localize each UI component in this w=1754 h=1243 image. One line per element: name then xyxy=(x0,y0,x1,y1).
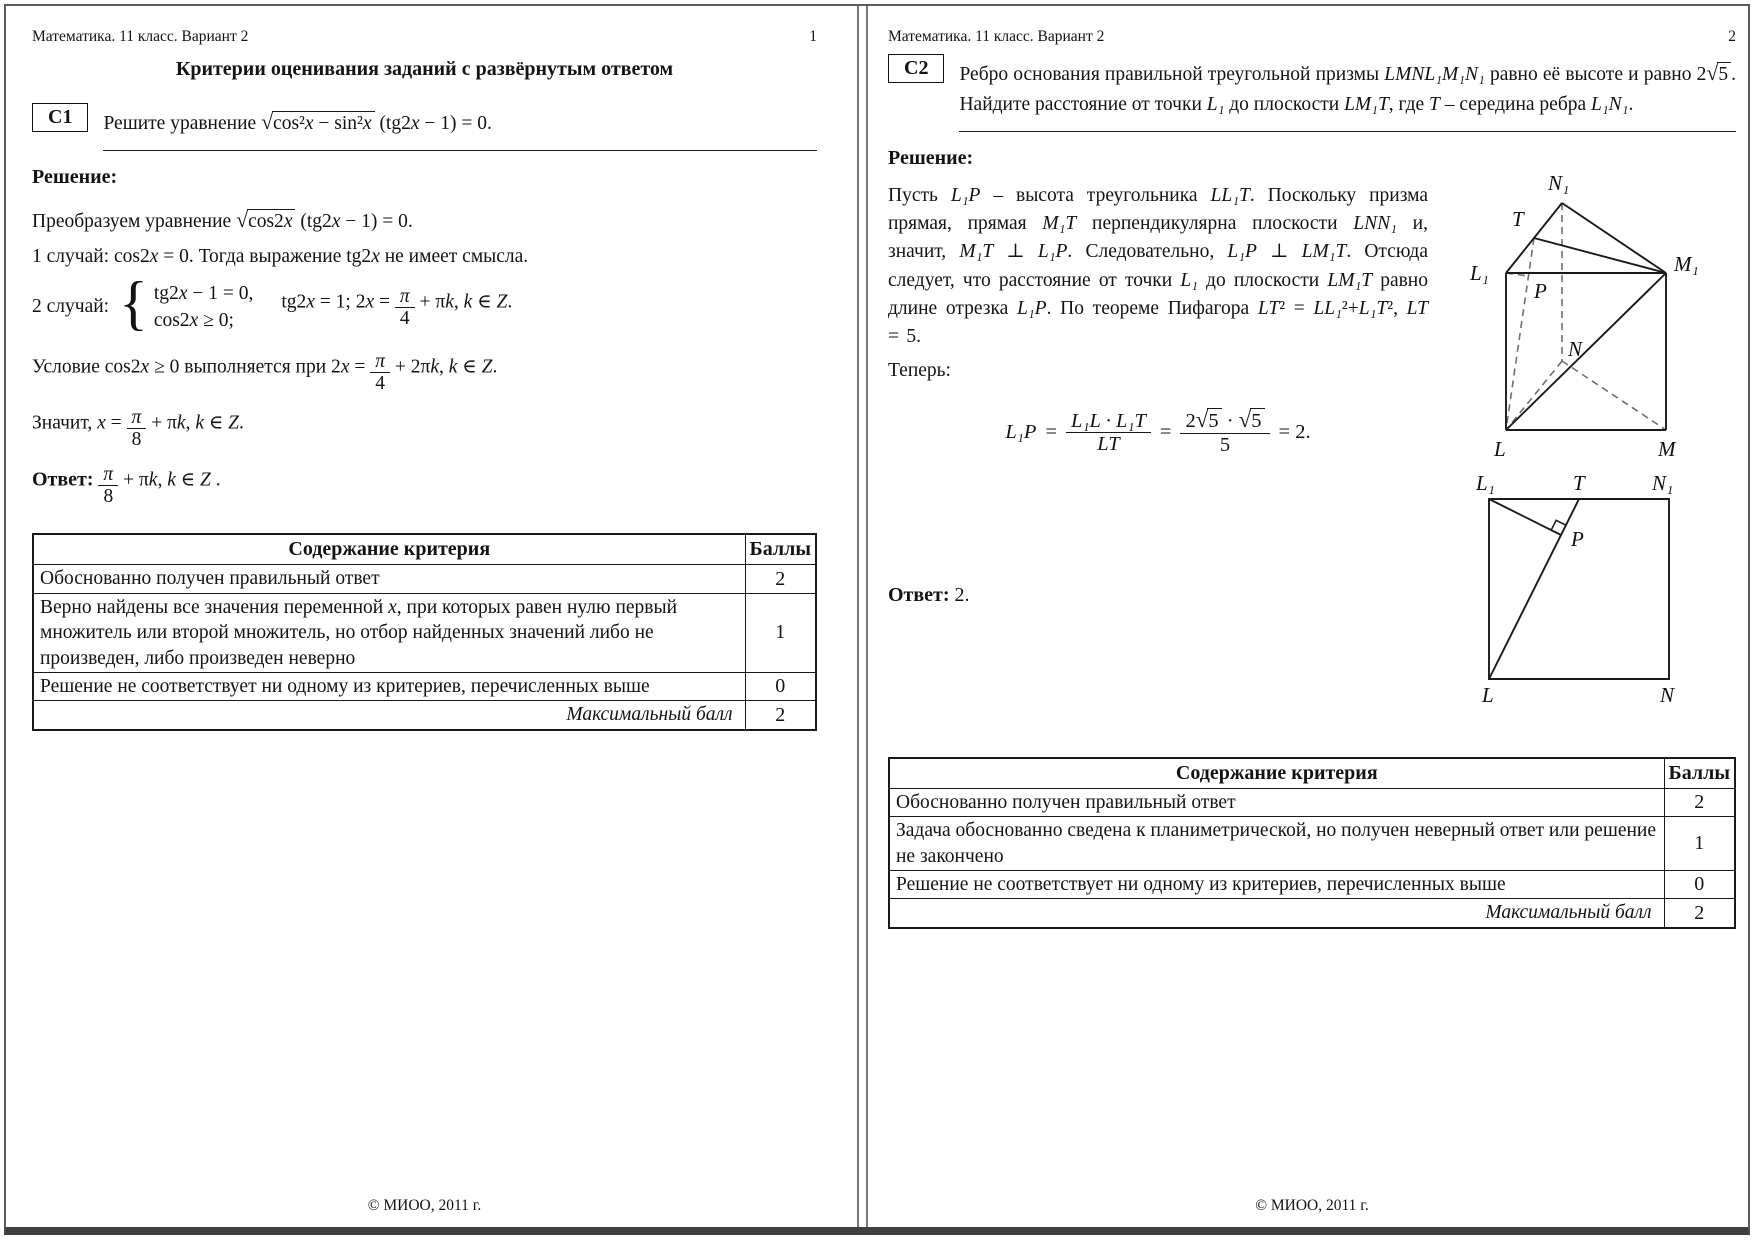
solution-heading: Решение: xyxy=(32,166,118,189)
table-header-row xyxy=(33,534,816,565)
max-score-row xyxy=(33,701,816,731)
sqrt-expression: √5 xyxy=(1706,64,1731,85)
solution-paragraph: Пусть L₁P – высота треугольника LL₁T. Поскольку призма прямая, прямая M₁T перпендикулярна плоскости LNN₁ и, значит, M₁T ⊥ L₁P. Следовательно, L₁P ⊥ LM₁T. Отсюда следует, что расстояние от точки L₁ до плоскости LM₁T равно длине отрезка L₁P. По теореме Пифагора LT² = LL₁²+L₁T², LT = 5. xyxy=(888,184,1428,348)
table-header-row xyxy=(889,758,1735,789)
score-cell: 2 xyxy=(1664,899,1735,929)
solution-line-1: Преобразуем уравнение √cos2x (tg2x − 1) = 0. xyxy=(32,208,413,233)
equation-system: tg2x − 1 = 0, cos2x ≥ 0; xyxy=(153,282,254,331)
prism-hidden-edges xyxy=(1506,203,1666,430)
now-label: Теперь: xyxy=(888,360,951,382)
square-label-n1: N₁ xyxy=(1652,473,1674,495)
fraction: $\frac{\text{L₁L · L₁T}}{LT}$ xyxy=(1066,410,1151,455)
radical-sign: √ xyxy=(1238,407,1252,433)
problem-c1 xyxy=(32,103,817,151)
answer-label: Ответ: xyxy=(888,584,950,607)
criteria-row: Решение не соответствует ни одному из критериев, перечисленных выше 0 xyxy=(889,870,1735,898)
criteria-row: Обоснованно получен правильный ответ 2 xyxy=(33,565,816,593)
score-cell: 1 xyxy=(1664,817,1735,871)
radical-sign: √ xyxy=(236,208,249,233)
score-cell: 0 xyxy=(1664,870,1735,898)
prism-edges xyxy=(1506,203,1666,430)
sqrt-expression: √5 xyxy=(1196,410,1222,432)
fraction: $\frac{\pi}{8}$ xyxy=(127,407,147,450)
prism-label-m1: M₁ xyxy=(1674,251,1699,276)
criteria-column-header: Содержание критерия xyxy=(33,534,745,565)
criteria-column-header: Содержание критерия xyxy=(889,758,1664,789)
score-cell: 1 xyxy=(745,593,816,672)
radical-sign: √ xyxy=(1195,407,1209,433)
page-1 xyxy=(6,6,857,1227)
problem-label-c1: С1 xyxy=(32,103,88,132)
statement-text: (tg2x − 1) = 0. xyxy=(374,113,492,134)
document-title: Критерии оценивания заданий с развёрнутым ответом xyxy=(175,58,674,80)
answer-line: Ответ: $\frac{\pi}{8}$ + πk, k ∈ Z . xyxy=(32,464,221,508)
solution-line-2: 1 случай: cos2x = 0. Тогда выражение tg2x не имеет смысла. xyxy=(32,246,529,268)
answer-value: 2. xyxy=(954,584,970,607)
formula-result: = 2. xyxy=(1278,420,1311,443)
prism-label-l: L xyxy=(1494,436,1506,461)
page-footer: © МИОО, 2011 г. xyxy=(1255,1197,1369,1214)
square-label-t: T xyxy=(1573,473,1585,495)
statement-text: . Найдите расстояние от точки L₁ до плоскости LM₁T, где T – середина ребра L₁N₁. xyxy=(959,64,1736,116)
square-label-p: P xyxy=(1571,526,1584,551)
problem-statement-c2 xyxy=(959,54,1736,132)
prism-label-t: T xyxy=(1512,206,1524,231)
square-diagram xyxy=(1474,474,1704,709)
criteria-table xyxy=(32,533,817,731)
solution-heading: Решение: xyxy=(888,146,974,169)
problem-label-c2: С2 xyxy=(888,54,944,83)
fraction: $\frac{\pi}{4}$ xyxy=(395,286,415,329)
points-column-header: Баллы xyxy=(745,534,816,565)
case-label: 2 случай: xyxy=(32,296,110,318)
page-footer: © МИОО, 2011 г. xyxy=(367,1197,482,1214)
fraction: $\frac{\pi}{4}$ xyxy=(370,351,390,394)
answer-label: Ответ: xyxy=(32,468,94,491)
solution-line-4: Условие cos2x ≥ 0 выполняется при 2x = $\frac{\pi}{4}$ + 2πk, k ∈ Z. xyxy=(32,351,498,395)
sqrt-expression: √cos²x − sin²x xyxy=(261,113,375,134)
score-cell: 0 xyxy=(745,672,816,700)
solution-line-3 xyxy=(32,270,817,338)
page-divider xyxy=(857,6,868,1227)
score-cell: 2 xyxy=(745,701,816,731)
solution-text-column xyxy=(888,182,1428,709)
criteria-row: Задача обоснованно сведена к планиметрической, но получен неверный ответ или решение не закончено 1 xyxy=(889,817,1735,871)
max-score-label: Максимальный балл xyxy=(889,899,1664,929)
prism-label-p: P xyxy=(1534,278,1547,303)
fraction: $\frac{2√5 \cdot √5}{5}$ xyxy=(1180,408,1269,456)
radical-sign: √ xyxy=(261,110,274,134)
criteria-row: Обоснованно получен правильный ответ 2 xyxy=(889,788,1735,816)
prism-label-n1: N₁ xyxy=(1548,170,1570,195)
sqrt-expression: √5 xyxy=(1239,410,1265,432)
prism-diagram xyxy=(1434,168,1734,468)
radical-sign: √ xyxy=(1706,61,1719,85)
document-viewer xyxy=(4,4,1750,1235)
statement-text: Решите уравнение xyxy=(103,113,262,134)
square-label-n: N xyxy=(1660,682,1675,707)
display-formula xyxy=(888,408,1428,456)
points-column-header: Баллы xyxy=(1664,758,1735,789)
prism-label-m: M xyxy=(1658,436,1676,461)
page-2 xyxy=(868,6,1748,1227)
system-brace: { xyxy=(119,270,148,337)
course-label: Математика. 11 класс. Вариант 2 xyxy=(888,28,1105,45)
equals-sign: = xyxy=(1159,420,1172,443)
square-edges xyxy=(1489,499,1669,679)
page-number: 2 xyxy=(1728,28,1736,45)
criteria-table xyxy=(888,757,1736,929)
solution-line-5: Значит, x = $\frac{\pi}{8}$ + πk, k ∈ Z. xyxy=(32,407,244,451)
answer-line xyxy=(888,584,1428,607)
system-consequence: tg2x = 1; 2x = $\frac{\pi}{4}$ + πk, k ∈ Z. xyxy=(281,285,513,329)
square-label-l: L xyxy=(1482,682,1494,707)
problem-statement-c1 xyxy=(103,103,817,151)
equals-sign: = xyxy=(1045,420,1058,443)
solution-figures-column xyxy=(1428,168,1736,709)
square-label-l1: L₁ xyxy=(1476,473,1495,495)
fraction: $\frac{\pi}{8}$ xyxy=(98,464,118,507)
statement-text: Ребро основания правильной треугольной призмы LMNL₁M₁N₁ равно её высоте и равно 2 xyxy=(959,64,1707,85)
sqrt-expression: √cos2x xyxy=(236,211,295,232)
formula-lhs: L₁P xyxy=(1005,420,1037,443)
page-header xyxy=(32,28,817,46)
prism-label-l1: L₁ xyxy=(1470,260,1489,285)
criteria-row: Решение не соответствует ни одному из критериев, перечисленных выше 0 xyxy=(33,672,816,700)
course-label: Математика. 11 класс. Вариант 2 xyxy=(32,28,249,45)
solution-area xyxy=(888,170,1736,709)
prism-label-n: N xyxy=(1568,336,1583,361)
max-score-label: Максимальный балл xyxy=(33,701,745,731)
max-score-row xyxy=(889,899,1735,929)
score-cell: 2 xyxy=(745,565,816,593)
page-number: 1 xyxy=(809,28,817,45)
score-cell: 2 xyxy=(1664,788,1735,816)
criteria-row: Верно найдены все значения переменной x, при которых равен нулю первый множитель или второй множитель, но отбор найденных значений либо не произведен, либо произведен неверно 1 xyxy=(33,593,816,672)
page-header xyxy=(888,28,1736,46)
problem-c2 xyxy=(888,54,1736,132)
